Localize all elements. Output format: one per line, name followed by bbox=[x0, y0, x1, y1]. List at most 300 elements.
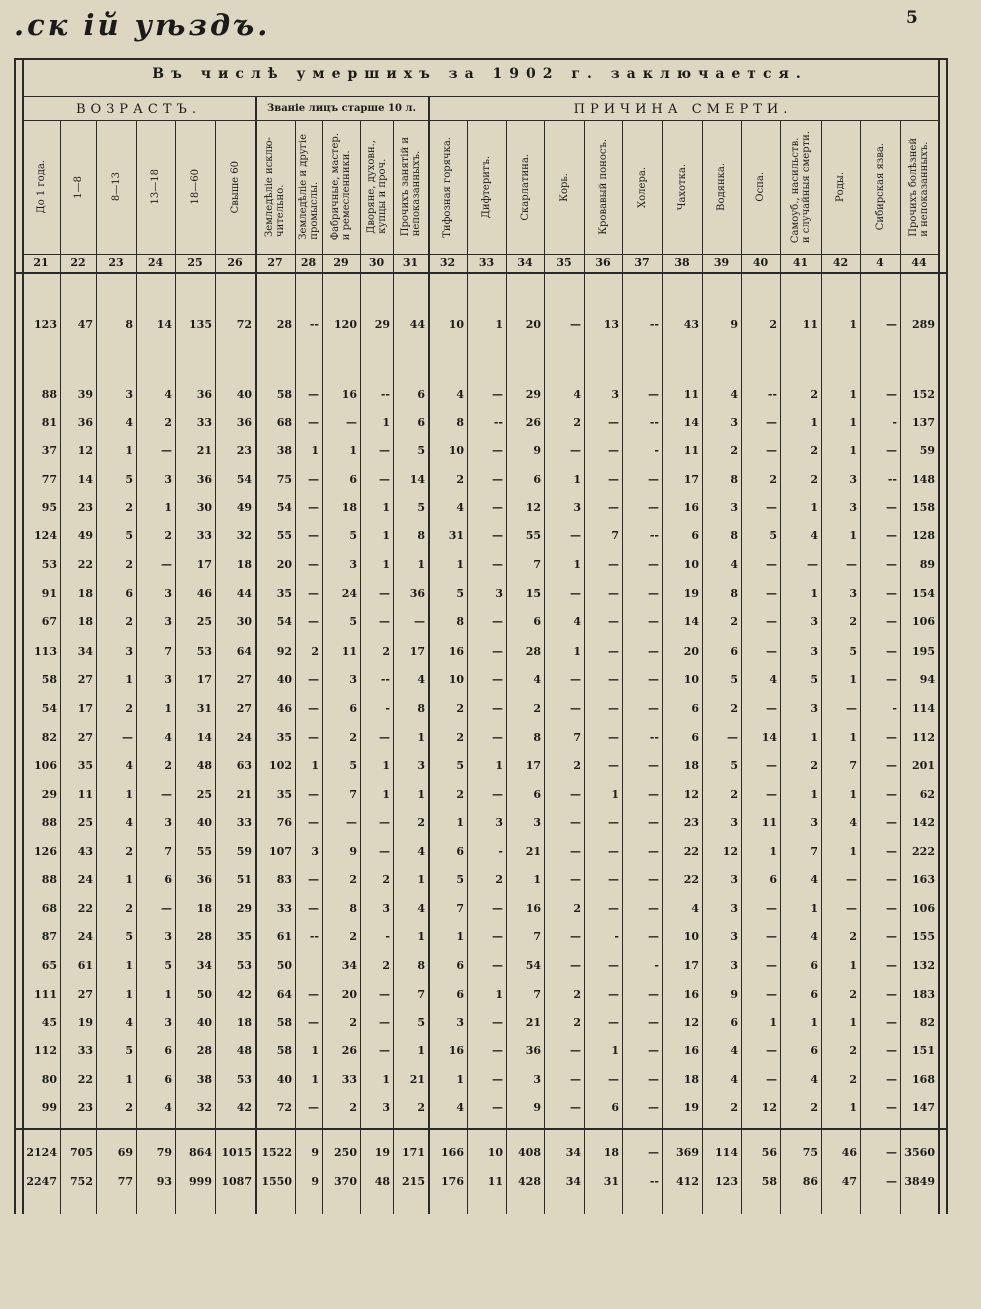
table-cell: — bbox=[766, 501, 777, 514]
total-cell: — bbox=[886, 1146, 897, 1159]
table-cell: 106 bbox=[34, 759, 57, 772]
table-cell: 5 bbox=[349, 529, 357, 542]
table-cell: 14 bbox=[761, 731, 777, 744]
table-cell: 3 bbox=[730, 902, 738, 915]
table-cell: — bbox=[886, 558, 897, 571]
column-number: 21 bbox=[33, 256, 49, 269]
table-cell: 64 bbox=[236, 645, 252, 658]
table-cell: 23 bbox=[77, 501, 93, 514]
table-cell: 2 bbox=[164, 416, 172, 429]
table-cell: 11 bbox=[77, 788, 93, 801]
rule-headers bbox=[22, 254, 938, 255]
table-cell: — bbox=[886, 988, 897, 1001]
table-cell: 29 bbox=[41, 788, 57, 801]
table-cell: 36 bbox=[196, 388, 212, 401]
table-cell: 32 bbox=[196, 1101, 212, 1114]
table-cell: 3 bbox=[164, 673, 172, 686]
column-header-label: 8—13 bbox=[110, 172, 122, 202]
table-cell: — bbox=[886, 615, 897, 628]
column-header bbox=[506, 122, 544, 252]
table-cell: 20 bbox=[341, 988, 357, 1001]
table-cell: — bbox=[608, 645, 619, 658]
table-cell: — bbox=[608, 873, 619, 886]
table-cell: — bbox=[766, 759, 777, 772]
total-cell: 75 bbox=[802, 1146, 818, 1159]
table-cell: 106 bbox=[912, 902, 935, 915]
table-cell: 16 bbox=[448, 1044, 464, 1057]
table-cell: 9 bbox=[349, 845, 357, 858]
table-cell: 58 bbox=[276, 1044, 292, 1057]
table-cell: 2 bbox=[730, 1101, 738, 1114]
table-cell: — bbox=[886, 816, 897, 829]
table-cell: 27 bbox=[236, 673, 252, 686]
table-cell: 40 bbox=[196, 1016, 212, 1029]
table-cell: — bbox=[161, 902, 172, 915]
table-cell: 168 bbox=[912, 1073, 935, 1086]
total-cell: 93 bbox=[156, 1175, 172, 1188]
table-cell: 21 bbox=[525, 1016, 541, 1029]
table-cell: 2 bbox=[810, 444, 818, 457]
table-cell: 23 bbox=[683, 816, 699, 829]
column-number: 30 bbox=[368, 256, 385, 269]
table-cell: 18 bbox=[683, 759, 699, 772]
table-cell: 36 bbox=[77, 416, 93, 429]
table-cell: 4 bbox=[810, 873, 818, 886]
table-cell: - bbox=[892, 416, 897, 429]
table-cell: — bbox=[308, 731, 319, 744]
table-cell: 3 bbox=[849, 473, 857, 486]
table-cell: 1 bbox=[810, 587, 818, 600]
total-cell: 10 bbox=[487, 1146, 503, 1159]
table-cell: -- bbox=[649, 318, 659, 331]
table-cell: — bbox=[492, 1101, 503, 1114]
table-cell: — bbox=[308, 673, 319, 686]
table-cell: 6 bbox=[533, 473, 541, 486]
table-cell: 16 bbox=[683, 501, 699, 514]
table-cell: 15 bbox=[525, 587, 541, 600]
table-cell: 11 bbox=[683, 444, 699, 457]
table-cell: — bbox=[570, 959, 581, 972]
table-cell: 154 bbox=[912, 587, 935, 600]
total-cell: 48 bbox=[374, 1175, 390, 1188]
table-cell: 1 bbox=[456, 930, 464, 943]
table-cell: 2 bbox=[125, 1101, 133, 1114]
table-cell: 18 bbox=[341, 501, 357, 514]
table-cell: — bbox=[308, 416, 319, 429]
total-cell: 18 bbox=[603, 1146, 619, 1159]
table-cell: 5 bbox=[417, 501, 425, 514]
table-cell: 2 bbox=[456, 731, 464, 744]
table-cell: — bbox=[648, 587, 659, 600]
table-cell: 6 bbox=[691, 702, 699, 715]
column-header-label: Скарлатина. bbox=[519, 153, 531, 221]
table-cell: — bbox=[492, 501, 503, 514]
table-cell: — bbox=[648, 873, 659, 886]
table-cell: — bbox=[608, 444, 619, 457]
table-cell: 106 bbox=[912, 615, 935, 628]
table-cell: 1 bbox=[456, 816, 464, 829]
table-cell: 1 bbox=[382, 558, 390, 571]
column-number: 29 bbox=[333, 256, 349, 269]
table-cell: — bbox=[648, 1101, 659, 1114]
table-cell: 55 bbox=[196, 845, 212, 858]
table-cell: 3 bbox=[849, 587, 857, 600]
table-cell: — bbox=[886, 1044, 897, 1057]
table-cell: — bbox=[886, 444, 897, 457]
table-cell: 11 bbox=[341, 645, 357, 658]
table-cell: — bbox=[570, 1101, 581, 1114]
column-number: 22 bbox=[70, 256, 86, 269]
table-cell: 9 bbox=[533, 444, 541, 457]
column-number: 28 bbox=[300, 256, 317, 269]
table-cell: 1 bbox=[125, 959, 133, 972]
table-cell: — bbox=[886, 902, 897, 915]
table-cell: 29 bbox=[236, 902, 252, 915]
column-header-label: Дворяне, духовн., купцы и проч. bbox=[365, 140, 388, 234]
table-cell: 49 bbox=[236, 501, 252, 514]
table-cell: — bbox=[608, 473, 619, 486]
table-cell: 22 bbox=[683, 845, 699, 858]
table-cell: 2 bbox=[849, 1044, 857, 1057]
table-cell: 107 bbox=[269, 845, 292, 858]
table-cell: 1 bbox=[769, 1016, 777, 1029]
table-cell: — bbox=[308, 1016, 319, 1029]
table-cell: — bbox=[308, 558, 319, 571]
table-cell: 2 bbox=[349, 873, 357, 886]
table-cell: 1 bbox=[611, 1044, 619, 1057]
table-cell: 5 bbox=[730, 673, 738, 686]
table-cell: 38 bbox=[276, 444, 292, 457]
table-cell: 48 bbox=[196, 759, 212, 772]
total-cell: 166 bbox=[441, 1146, 464, 1159]
table-cell: — bbox=[608, 702, 619, 715]
table-cell: 1 bbox=[495, 759, 503, 772]
column-header-label: До 1 года. bbox=[35, 160, 47, 214]
table-cell: 14 bbox=[77, 473, 93, 486]
table-cell: 1 bbox=[849, 416, 857, 429]
table-cell: 4 bbox=[730, 1044, 738, 1057]
table-cell: 3 bbox=[730, 816, 738, 829]
table-cell: — bbox=[492, 959, 503, 972]
table-cell: 76 bbox=[276, 816, 292, 829]
table-cell: 2 bbox=[849, 988, 857, 1001]
table-cell: 47 bbox=[77, 318, 93, 331]
table-cell: 1 bbox=[125, 873, 133, 886]
table-cell: - bbox=[654, 444, 659, 457]
table-cell: 21 bbox=[525, 845, 541, 858]
table-cell: 50 bbox=[196, 988, 212, 1001]
table-cell: — bbox=[308, 473, 319, 486]
table-cell: 152 bbox=[912, 388, 935, 401]
table-cell: -- bbox=[309, 318, 319, 331]
table-cell: 75 bbox=[276, 473, 292, 486]
table-cell: 8 bbox=[417, 959, 425, 972]
total-cell: 34 bbox=[565, 1175, 581, 1188]
table-cell: 3 bbox=[573, 501, 581, 514]
total-cell: 9 bbox=[311, 1175, 319, 1188]
column-header bbox=[96, 122, 136, 252]
table-cell: 3 bbox=[495, 587, 503, 600]
table-cell: 4 bbox=[417, 902, 425, 915]
table-cell: — bbox=[492, 1044, 503, 1057]
table-cell: 40 bbox=[276, 1073, 292, 1086]
table-cell: 2 bbox=[730, 788, 738, 801]
table-cell: 31 bbox=[196, 702, 212, 715]
table-cell: 4 bbox=[730, 388, 738, 401]
table-cell: 113 bbox=[34, 645, 57, 658]
table-cell: — bbox=[492, 529, 503, 542]
table-cell: — bbox=[570, 873, 581, 886]
table-cell: — bbox=[886, 930, 897, 943]
table-cell: 3 bbox=[382, 902, 390, 915]
table-cell: — bbox=[766, 959, 777, 972]
column-header bbox=[900, 122, 938, 252]
table-cell: 7 bbox=[810, 845, 818, 858]
table-cell: 4 bbox=[573, 615, 581, 628]
table-cell: 17 bbox=[525, 759, 541, 772]
table-cell: 25 bbox=[77, 816, 93, 829]
table-cell: 128 bbox=[912, 529, 935, 542]
column-number: 40 bbox=[752, 256, 769, 269]
rule-groups bbox=[22, 120, 938, 121]
table-cell: 2 bbox=[810, 759, 818, 772]
table-cell: — bbox=[122, 731, 133, 744]
table-cell: 4 bbox=[573, 388, 581, 401]
table-cell: 51 bbox=[236, 873, 252, 886]
table-cell: — bbox=[886, 731, 897, 744]
table-cell: 43 bbox=[683, 318, 699, 331]
table-cell: 1 bbox=[810, 731, 818, 744]
table-cell: 29 bbox=[525, 388, 541, 401]
table-cell: 10 bbox=[683, 930, 699, 943]
table-cell: 2 bbox=[311, 645, 319, 658]
table-cell: 62 bbox=[919, 788, 935, 801]
table-cell: — bbox=[608, 1073, 619, 1086]
table-cell: 1 bbox=[417, 930, 425, 943]
table-cell: — bbox=[570, 1073, 581, 1086]
table-cell: 183 bbox=[912, 988, 935, 1001]
column-header-label: 1—8 bbox=[72, 175, 84, 199]
table-cell: 1 bbox=[382, 416, 390, 429]
table-cell: — bbox=[570, 845, 581, 858]
table-cell: 5 bbox=[349, 759, 357, 772]
column-header-label: Холера. bbox=[636, 166, 648, 208]
table-cell: 65 bbox=[41, 959, 57, 972]
table-cell: 1 bbox=[769, 845, 777, 858]
table-cell: 289 bbox=[912, 318, 935, 331]
table-cell: — bbox=[648, 673, 659, 686]
table-cell: — bbox=[608, 816, 619, 829]
table-cell: — bbox=[608, 902, 619, 915]
table-cell: — bbox=[308, 587, 319, 600]
table-cell: 1 bbox=[382, 759, 390, 772]
table-cell: 42 bbox=[236, 1101, 252, 1114]
table-cell: 2 bbox=[573, 416, 581, 429]
table-cell: 92 bbox=[276, 645, 292, 658]
table-cell: 3 bbox=[164, 930, 172, 943]
table-cell: 81 bbox=[41, 416, 57, 429]
table-cell: — bbox=[846, 558, 857, 571]
table-cell: — bbox=[308, 702, 319, 715]
table-cell: 1 bbox=[125, 673, 133, 686]
table-cell: 1 bbox=[849, 731, 857, 744]
table-cell: 3 bbox=[611, 388, 619, 401]
column-header-label: Водянка. bbox=[716, 163, 727, 211]
table-cell: — bbox=[648, 702, 659, 715]
table-cell: 4 bbox=[417, 673, 425, 686]
table-cell: — bbox=[846, 902, 857, 915]
table-cell: 36 bbox=[236, 416, 252, 429]
column-rule bbox=[938, 58, 940, 1214]
column-header-label: Прочихъ занятій и непоказанныхъ. bbox=[399, 137, 422, 237]
table-cell: 14 bbox=[196, 731, 212, 744]
table-cell: — bbox=[608, 959, 619, 972]
table-cell: 2 bbox=[349, 731, 357, 744]
table-cell: 7 bbox=[164, 845, 172, 858]
table-cell: 54 bbox=[525, 959, 541, 972]
table-cell: — bbox=[608, 845, 619, 858]
total-cell: 176 bbox=[441, 1175, 464, 1188]
table-cell: — bbox=[648, 645, 659, 658]
total-cell: 369 bbox=[676, 1146, 699, 1159]
table-cell: — bbox=[648, 615, 659, 628]
table-cell: 32 bbox=[236, 529, 252, 542]
table-cell: — bbox=[308, 1101, 319, 1114]
table-cell: — bbox=[766, 988, 777, 1001]
table-cell: 25 bbox=[196, 615, 212, 628]
table-cell: 2 bbox=[849, 930, 857, 943]
table-cell: -- bbox=[767, 388, 777, 401]
table-cell: 2 bbox=[125, 558, 133, 571]
table-cell: 64 bbox=[276, 988, 292, 1001]
total-cell: 412 bbox=[676, 1175, 699, 1188]
column-header bbox=[215, 122, 255, 252]
column-header-label: Роды. bbox=[835, 171, 846, 203]
table-cell: 3 bbox=[125, 388, 133, 401]
table-cell: 24 bbox=[236, 731, 252, 744]
table-cell: 4 bbox=[164, 388, 172, 401]
table-cell: — bbox=[648, 816, 659, 829]
table-cell: — bbox=[161, 558, 172, 571]
table-cell: 2 bbox=[417, 1101, 425, 1114]
table-cell: 5 bbox=[125, 529, 133, 542]
table-cell: 7 bbox=[533, 930, 541, 943]
table-cell: 132 bbox=[912, 959, 935, 972]
column-header bbox=[175, 122, 215, 252]
table-cell: 5 bbox=[417, 1016, 425, 1029]
table-cell: 1 bbox=[810, 902, 818, 915]
table-cell: 33 bbox=[77, 1044, 93, 1057]
table-cell: 53 bbox=[236, 1073, 252, 1086]
table-cell: 3 bbox=[311, 845, 319, 858]
table-cell: 88 bbox=[41, 873, 57, 886]
table-cell: 4 bbox=[125, 416, 133, 429]
table-cell: 27 bbox=[77, 988, 93, 1001]
total-cell: 408 bbox=[518, 1146, 541, 1159]
table-cell: 59 bbox=[919, 444, 935, 457]
table-cell: 3 bbox=[382, 1101, 390, 1114]
total-cell: 31 bbox=[603, 1175, 619, 1188]
table-cell: — bbox=[766, 558, 777, 571]
column-number: 23 bbox=[108, 256, 124, 269]
table-cell: 201 bbox=[912, 759, 935, 772]
table-cell: 3 bbox=[417, 759, 425, 772]
table-cell: 222 bbox=[912, 845, 935, 858]
table-cell: — bbox=[648, 473, 659, 486]
table-cell: 163 bbox=[912, 873, 935, 886]
table-cell: -- bbox=[493, 416, 503, 429]
table-cell: 6 bbox=[456, 845, 464, 858]
table-cell: 2 bbox=[810, 1101, 818, 1114]
table-cell: 1 bbox=[382, 529, 390, 542]
table-cell: 1 bbox=[849, 959, 857, 972]
total-cell: 1550 bbox=[261, 1175, 292, 1188]
total-cell: 86 bbox=[802, 1175, 818, 1188]
table-cell: 2 bbox=[769, 473, 777, 486]
table-cell: — bbox=[379, 615, 390, 628]
table-cell: 94 bbox=[919, 673, 935, 686]
table-cell: 24 bbox=[77, 873, 93, 886]
table-cell: — bbox=[308, 388, 319, 401]
table-cell: 6 bbox=[730, 1016, 738, 1029]
column-header-label: Прочихъ болѣзней и непоказанныхъ. bbox=[908, 137, 930, 237]
table-cell: — bbox=[886, 845, 897, 858]
table-cell: 43 bbox=[77, 845, 93, 858]
table-cell: — bbox=[492, 444, 503, 457]
table-cell: 87 bbox=[41, 930, 57, 943]
total-cell: 2247 bbox=[26, 1175, 57, 1188]
total-cell: 58 bbox=[761, 1175, 777, 1188]
group-cause: ПРИЧИНА СМЕРТИ. bbox=[573, 102, 793, 117]
table-cell: — bbox=[766, 615, 777, 628]
table-cell: 30 bbox=[236, 615, 252, 628]
table-cell: 4 bbox=[769, 673, 777, 686]
group-age: ВОЗРАСТЪ. bbox=[76, 102, 201, 117]
table-cell: 18 bbox=[683, 1073, 699, 1086]
table-cell: 1 bbox=[573, 473, 581, 486]
table-cell: 2 bbox=[849, 1073, 857, 1086]
table-cell: 19 bbox=[683, 1101, 699, 1114]
table-cell: 7 bbox=[533, 988, 541, 1001]
table-cell: 34 bbox=[341, 959, 357, 972]
table-cell: 20 bbox=[683, 645, 699, 658]
table-cell: 4 bbox=[533, 673, 541, 686]
table-cell: — bbox=[648, 501, 659, 514]
total-cell: 34 bbox=[565, 1146, 581, 1159]
table-cell: 37 bbox=[41, 444, 57, 457]
table-cell: — bbox=[766, 702, 777, 715]
table-cell: 1 bbox=[125, 988, 133, 1001]
table-cell: — bbox=[648, 1016, 659, 1029]
table-cell: — bbox=[379, 845, 390, 858]
table-cell: 4 bbox=[730, 1073, 738, 1086]
table-cell: 7 bbox=[849, 759, 857, 772]
table-cell: 8 bbox=[417, 529, 425, 542]
table-cell: 24 bbox=[77, 930, 93, 943]
table-cell: 40 bbox=[196, 816, 212, 829]
table-cell: 2 bbox=[849, 615, 857, 628]
table-cell: — bbox=[570, 788, 581, 801]
table-cell: 16 bbox=[683, 988, 699, 1001]
table-cell: 18 bbox=[77, 615, 93, 628]
column-header-label: Фабричные, мастер. и ремесленники. bbox=[330, 133, 352, 241]
table-cell: 1 bbox=[382, 501, 390, 514]
table-cell: 8 bbox=[533, 731, 541, 744]
column-header-label: Корь. bbox=[558, 172, 570, 202]
table-cell: 151 bbox=[912, 1044, 935, 1057]
table-cell: 18 bbox=[236, 558, 252, 571]
table-cell: 2 bbox=[349, 1016, 357, 1029]
